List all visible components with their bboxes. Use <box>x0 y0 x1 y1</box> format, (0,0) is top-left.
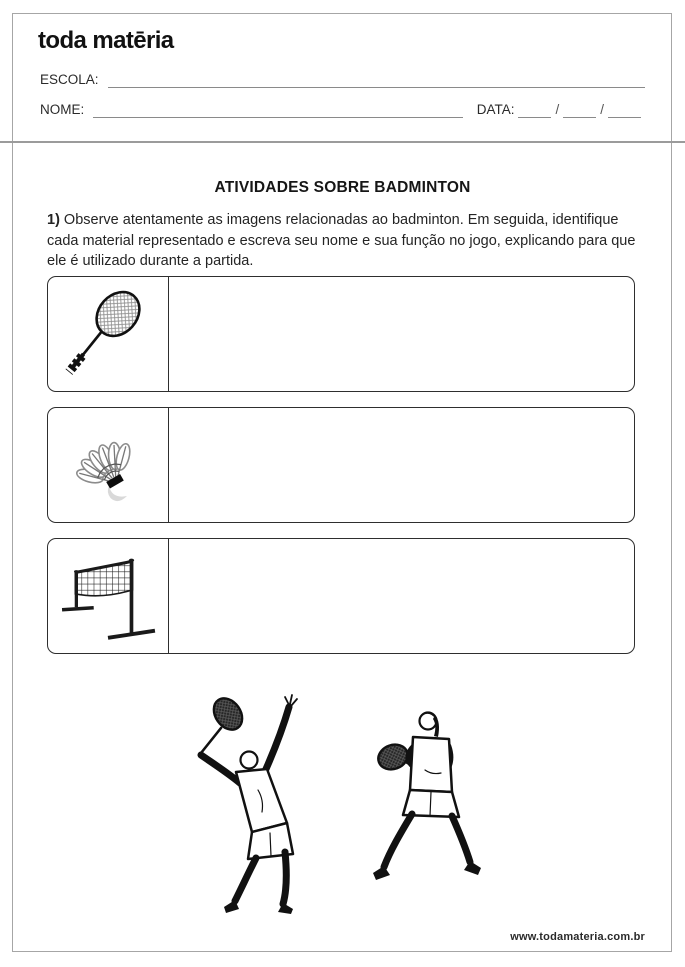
school-blank-line[interactable] <box>108 73 645 88</box>
school-row <box>40 72 645 88</box>
date-separator: / <box>555 102 560 117</box>
name-label: NOME: <box>40 102 85 117</box>
shuttlecock-answer-area[interactable] <box>169 408 634 522</box>
school-label: ESCOLA: <box>40 72 99 87</box>
racket-image-cell <box>48 277 169 391</box>
footer-website-url: www.todamateria.com.br <box>510 931 645 943</box>
date-separator: / <box>600 102 604 117</box>
date-year-blank[interactable] <box>608 103 641 118</box>
worksheet-title: ATIVIDADES SOBRE BADMINTON <box>214 179 471 196</box>
shuttlecock-icon <box>58 415 158 515</box>
date-group <box>477 102 645 118</box>
material-box-net <box>47 538 635 654</box>
badminton-racket-icon <box>58 284 158 384</box>
header-divider <box>0 141 685 143</box>
name-row <box>40 102 645 118</box>
date-label: DATA: <box>476 102 515 117</box>
name-blank-line[interactable] <box>93 103 462 118</box>
shuttlecock-image-cell <box>48 408 169 522</box>
material-box-shuttlecock <box>47 407 635 523</box>
racket-answer-area[interactable] <box>169 277 634 391</box>
badminton-net-icon <box>56 547 160 645</box>
question-number: 1) <box>47 212 60 228</box>
net-answer-area[interactable] <box>169 539 634 653</box>
material-box-racket <box>47 276 635 392</box>
question-body: Observe atentamente as imagens relacionadas ao badminton. Em seguida, identifique cada material representado e escreva seu nome e sua função no jogo, explicando para que ele é utilizado durante a partida. <box>47 212 636 269</box>
question-text <box>47 210 643 272</box>
date-day-blank[interactable] <box>518 103 551 118</box>
net-image-cell <box>48 539 169 653</box>
date-month-blank[interactable] <box>563 103 596 118</box>
toda-materia-logo: toda matēria <box>38 27 174 54</box>
